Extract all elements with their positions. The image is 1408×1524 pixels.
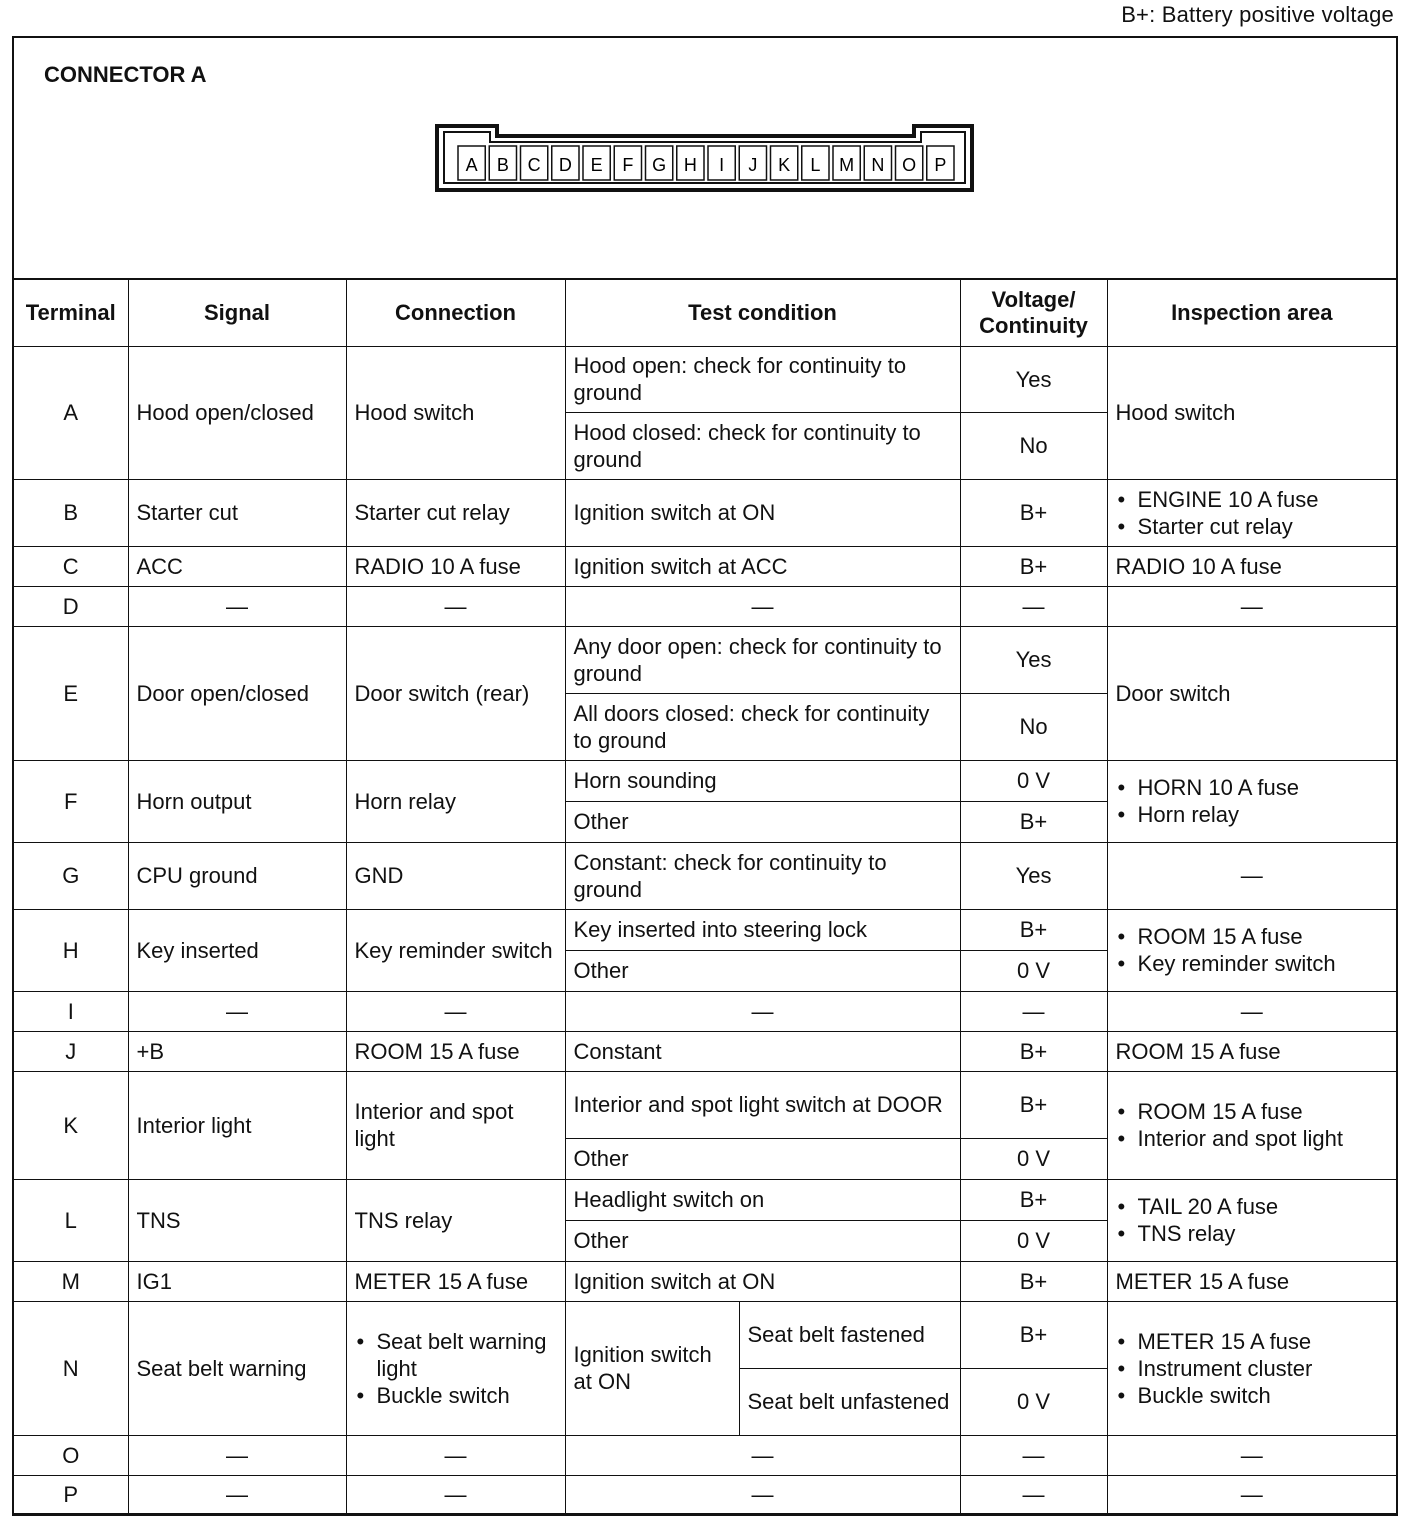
table-row xyxy=(14,842,1396,909)
inspection-cell: — xyxy=(1107,1435,1396,1475)
inspection-cell: ROOM 15 A fuse xyxy=(1107,1031,1396,1071)
connector-title: CONNECTOR A xyxy=(44,62,207,87)
col-inspection: Inspection area xyxy=(1107,280,1396,346)
voltage-cell: No xyxy=(960,412,1107,479)
connection-cell: ROOM 15 A fuse xyxy=(346,1031,565,1071)
connector-pin-label: D xyxy=(558,155,572,175)
test-condition-cell: Ignition switch at ON xyxy=(565,479,960,546)
connection-cell: GND xyxy=(346,842,565,909)
connection-cell: — xyxy=(346,586,565,626)
voltage-cell: B+ xyxy=(960,801,1107,842)
terminal-cell: D xyxy=(14,586,128,626)
inspection-cell xyxy=(1107,1179,1396,1261)
inspection-cell xyxy=(1107,479,1396,546)
voltage-cell: Yes xyxy=(960,626,1107,693)
connector-pin-label: E xyxy=(590,155,603,175)
header-row xyxy=(14,280,1396,346)
test-condition-cell: Hood open: check for continuity to ground xyxy=(565,346,960,412)
table-row xyxy=(14,1071,1396,1138)
table-row xyxy=(14,1435,1396,1475)
voltage-cell: — xyxy=(960,1435,1107,1475)
test-condition-cell: Other xyxy=(565,950,960,991)
table-row xyxy=(14,1475,1396,1513)
connection-cell: Key reminder switch xyxy=(346,909,565,991)
signal-cell: — xyxy=(128,1475,346,1513)
inspection-item: • METER 15 A fuse xyxy=(1116,1328,1389,1355)
terminal-cell: P xyxy=(14,1475,128,1513)
test-condition-cell: Ignition switch at ON xyxy=(565,1301,739,1435)
test-condition-cell: Other xyxy=(565,1138,960,1179)
voltage-cell: B+ xyxy=(960,909,1107,950)
connection-cell: Door switch (rear) xyxy=(346,626,565,760)
connection-cell: METER 15 A fuse xyxy=(346,1261,565,1301)
test-condition-cell: Constant: check for continuity to ground xyxy=(565,842,960,909)
connector-pin-label: N xyxy=(871,155,885,175)
terminal-cell: B xyxy=(14,479,128,546)
table-row xyxy=(14,1031,1396,1071)
col-terminal: Terminal xyxy=(14,280,128,346)
terminal-cell: E xyxy=(14,626,128,760)
voltage-cell: B+ xyxy=(960,1071,1107,1138)
signal-cell: +B xyxy=(128,1031,346,1071)
voltage-cell: — xyxy=(960,991,1107,1031)
signal-cell: Seat belt warning xyxy=(128,1301,346,1435)
connection-cell: TNS relay xyxy=(346,1179,565,1261)
signal-cell: Door open/closed xyxy=(128,626,346,760)
connection-cell xyxy=(346,1301,565,1435)
inspection-cell: Door switch xyxy=(1107,626,1396,760)
test-condition-cell: Any door open: check for continuity to ground xyxy=(565,626,960,693)
inspection-item: • ENGINE 10 A fuse xyxy=(1116,486,1389,513)
voltage-cell: — xyxy=(960,1475,1107,1513)
signal-cell: IG1 xyxy=(128,1261,346,1301)
connector-pin-label: M xyxy=(839,155,855,175)
inspection-item: • Buckle switch xyxy=(1116,1382,1389,1409)
connector-pin-label: A xyxy=(465,155,478,175)
signal-cell: Starter cut xyxy=(128,479,346,546)
connector-pins xyxy=(458,146,954,180)
inspection-item: • Horn relay xyxy=(1116,801,1389,828)
inspection-item: • TAIL 20 A fuse xyxy=(1116,1193,1389,1220)
voltage-cell: B+ xyxy=(960,479,1107,546)
connection-cell: — xyxy=(346,1475,565,1513)
inspection-cell: Hood switch xyxy=(1107,346,1396,479)
voltage-cell: B+ xyxy=(960,1301,1107,1368)
table-row xyxy=(14,909,1396,950)
connector-pin-label: C xyxy=(527,155,541,175)
table-row xyxy=(14,626,1396,693)
connection-cell: — xyxy=(346,991,565,1031)
voltage-cell: 0 V xyxy=(960,1368,1107,1435)
test-subcondition-cell: Seat belt fastened xyxy=(739,1301,960,1368)
col-connection: Connection xyxy=(346,280,565,346)
terminal-table xyxy=(14,280,1396,1514)
connector-table-frame xyxy=(12,36,1398,1516)
test-condition-cell: Horn sounding xyxy=(565,760,960,801)
connector-pin-label: L xyxy=(810,155,821,175)
inspection-cell: — xyxy=(1107,1475,1396,1513)
inspection-cell: — xyxy=(1107,991,1396,1031)
connection-cell: RADIO 10 A fuse xyxy=(346,546,565,586)
connector-pin-label: P xyxy=(934,155,947,175)
terminal-cell: J xyxy=(14,1031,128,1071)
connector-pin-label: K xyxy=(778,155,791,175)
signal-cell: — xyxy=(128,991,346,1031)
test-condition-cell: Interior and spot light switch at DOOR xyxy=(565,1071,960,1138)
terminal-cell: F xyxy=(14,760,128,842)
connection-cell: Horn relay xyxy=(346,760,565,842)
signal-cell: — xyxy=(128,1435,346,1475)
voltage-cell: B+ xyxy=(960,1261,1107,1301)
signal-cell: Key inserted xyxy=(128,909,346,991)
inspection-item: • ROOM 15 A fuse xyxy=(1116,1098,1389,1125)
terminal-cell: L xyxy=(14,1179,128,1261)
test-condition-cell: Hood closed: check for continuity to ground xyxy=(565,412,960,479)
voltage-cell: 0 V xyxy=(960,1220,1107,1261)
inspection-item: • TNS relay xyxy=(1116,1220,1389,1247)
voltage-cell: Yes xyxy=(960,346,1107,412)
inspection-cell: RADIO 10 A fuse xyxy=(1107,546,1396,586)
connection-cell: Hood switch xyxy=(346,346,565,479)
test-condition-cell: All doors closed: check for continuity to ground xyxy=(565,693,960,760)
table-row xyxy=(14,760,1396,801)
table-row xyxy=(14,546,1396,586)
test-condition-cell: Ignition switch at ACC xyxy=(565,546,960,586)
terminal-cell: I xyxy=(14,991,128,1031)
voltage-cell: Yes xyxy=(960,842,1107,909)
inspection-cell xyxy=(1107,909,1396,991)
col-voltage: Voltage/ Continuity xyxy=(960,280,1107,346)
table-row xyxy=(14,991,1396,1031)
voltage-cell: 0 V xyxy=(960,760,1107,801)
voltage-cell: 0 V xyxy=(960,950,1107,991)
voltage-cell: B+ xyxy=(960,1179,1107,1220)
signal-cell: Hood open/closed xyxy=(128,346,346,479)
signal-cell: Interior light xyxy=(128,1071,346,1179)
terminal-cell: H xyxy=(14,909,128,991)
terminal-cell: C xyxy=(14,546,128,586)
terminal-cell: M xyxy=(14,1261,128,1301)
table-row xyxy=(14,1261,1396,1301)
legend-note: B+: Battery positive voltage xyxy=(1121,2,1394,27)
connection-item: • Seat belt warning light xyxy=(355,1328,557,1382)
test-condition-cell: — xyxy=(565,1435,960,1475)
col-signal: Signal xyxy=(128,280,346,346)
test-condition-cell: — xyxy=(565,1475,960,1513)
inspection-item: • HORN 10 A fuse xyxy=(1116,774,1389,801)
voltage-cell: 0 V xyxy=(960,1138,1107,1179)
terminal-cell: G xyxy=(14,842,128,909)
signal-cell: Horn output xyxy=(128,760,346,842)
test-condition-cell: Headlight switch on xyxy=(565,1179,960,1220)
voltage-cell: B+ xyxy=(960,1031,1107,1071)
signal-cell: ACC xyxy=(128,546,346,586)
table-row xyxy=(14,1301,1396,1368)
connector-pin-label: H xyxy=(683,155,697,175)
test-condition-cell: Key inserted into steering lock xyxy=(565,909,960,950)
col-test-condition: Test condition xyxy=(565,280,960,346)
table-row xyxy=(14,1179,1396,1220)
terminal-cell: A xyxy=(14,346,128,479)
connector-diagram xyxy=(432,124,976,194)
connector-pin-label: B xyxy=(496,155,509,175)
inspection-cell xyxy=(1107,760,1396,842)
test-condition-cell: Ignition switch at ON xyxy=(565,1261,960,1301)
table-row xyxy=(14,479,1396,546)
connector-pin-label: G xyxy=(652,155,667,175)
terminal-cell: K xyxy=(14,1071,128,1179)
inspection-cell: — xyxy=(1107,586,1396,626)
connection-cell: Interior and spot light xyxy=(346,1071,565,1179)
test-condition-cell: — xyxy=(565,991,960,1031)
voltage-cell: — xyxy=(960,586,1107,626)
inspection-item: • Starter cut relay xyxy=(1116,513,1389,540)
table-row xyxy=(14,586,1396,626)
signal-cell: — xyxy=(128,586,346,626)
voltage-cell: B+ xyxy=(960,546,1107,586)
connection-item: • Buckle switch xyxy=(355,1382,557,1409)
inspection-cell xyxy=(1107,1071,1396,1179)
connection-cell: Starter cut relay xyxy=(346,479,565,546)
terminal-cell: O xyxy=(14,1435,128,1475)
test-condition-cell: Other xyxy=(565,801,960,842)
test-condition-cell: Other xyxy=(565,1220,960,1261)
test-subcondition-cell: Seat belt unfastened xyxy=(739,1368,960,1435)
voltage-cell: No xyxy=(960,693,1107,760)
connector-pin-label: O xyxy=(902,155,917,175)
inspection-cell xyxy=(1107,1301,1396,1435)
connector-pin-label: J xyxy=(748,155,758,175)
inspection-item: • Interior and spot light xyxy=(1116,1125,1389,1152)
signal-cell: CPU ground xyxy=(128,842,346,909)
inspection-cell: METER 15 A fuse xyxy=(1107,1261,1396,1301)
test-condition-cell: Constant xyxy=(565,1031,960,1071)
table-row xyxy=(14,346,1396,412)
connector-pin-label: I xyxy=(719,155,725,175)
connector-pin-label: F xyxy=(622,155,634,175)
connection-cell: — xyxy=(346,1435,565,1475)
signal-cell: TNS xyxy=(128,1179,346,1261)
test-condition-cell: — xyxy=(565,586,960,626)
connector-header xyxy=(14,38,1396,280)
terminal-cell: N xyxy=(14,1301,128,1435)
inspection-cell: — xyxy=(1107,842,1396,909)
inspection-item: • Key reminder switch xyxy=(1116,950,1389,977)
inspection-item: • Instrument cluster xyxy=(1116,1355,1389,1382)
inspection-item: • ROOM 15 A fuse xyxy=(1116,923,1389,950)
